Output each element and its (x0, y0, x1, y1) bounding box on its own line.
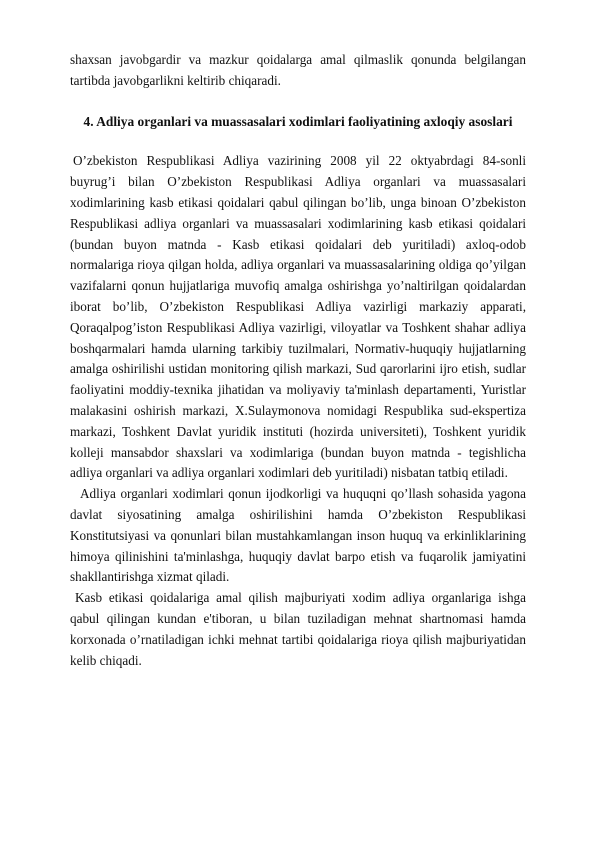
document-page (70, 50, 526, 671)
paragraph-3: Kasb etikasi qoidalariga amal qilish majburiyati xodim adliya organlariga ishga qabul qilingan kundan e'tiboran, u bilan tuziladigan mehnat shartnomasi hamda korxonada o’rnatiladigan ichki mehnat tartibi qoidalariga rioya qilish majburiyatidan kelib chiqadi. (70, 590, 526, 668)
paragraph-2: Adliya organlari xodimlari qonun ijodkorligi va huquqni qo’llash sohasida yagona davlat siyosatining amalga oshirilishini hamda O’zbekiston Respublikasi Konstitutsiyasi va qonunlari bilan mustahkamlangan inson huquq va erkinliklarining himoya qilinishini ta'minlashga, huquqiy davlat barpo etish va fuqarolik jamiyatini shakllantirishga xizmat qiladi. (70, 486, 526, 585)
intro-paragraph: shaxsan javobgardir va mazkur qoidalarga amal qilmaslik qonunda belgilangan tartibda javobgarlikni keltirib chiqaradi. (70, 52, 526, 88)
paragraph-1: O’zbekiston Respublikasi Adliya vazirining 2008 yil 22 oktyabrdagi 84-sonli buyrug’i bilan O’zbekiston Respublikasi Adliya organlari va muassasalari xodimlarining kasb etikasi qoidalari qabul qilingan bo’lib, unga binoan O’zbekiston Respublikasi adliya organlari va muassasalari xodimlarining kasb etikasi qoidalari (bundan buyon matnda - Kasb etikasi qoidalari deb yuritiladi) axloq-odob normalariga rioya qilgan holda, adliya organlari va muassasalarining oldiga qo’yilgan vazifalarni qonun hujjatlariga muvofiq amalga oshirishga yo’naltirilgan qoidalardan iborat bo’lib, O’zbekiston Respublikasi Adliya vazirligi markaziy apparati, Qoraqalpog’iston Respublikasi Adliya vazirligi, viloyatlar va Toshkent shahar adliya boshqarmalari hamda ularning tarkibiy tuzilmalari, Normativ-huquqiy hujjatlarning amalga oshirilishi ustidan monitoring qilish markazi, Sud qarorlarini ijro etish, sudlar faoliyatini moddiy-texnika jihatidan va moliyaviy ta'minlash departamenti, Yuristlar malakasini oshirish markazi, X.Sulaymonova nomidagi Respublika sud-ekspertiza markazi, Toshkent Davlat yuridik instituti (hozirda universiteti), Toshkent yuridik kolleji mansabdor shaxslari va xodimlariga (bundan buyon matnda - tegishlicha adliya organlari va adliya organlari xodimlari deb yuritiladi) nisbatan tatbiq etiladi. (70, 153, 526, 481)
section-heading: 4. Adliya organlari va muassasalari xodimlari faoliyatining axloqiy asoslari (83, 113, 513, 129)
